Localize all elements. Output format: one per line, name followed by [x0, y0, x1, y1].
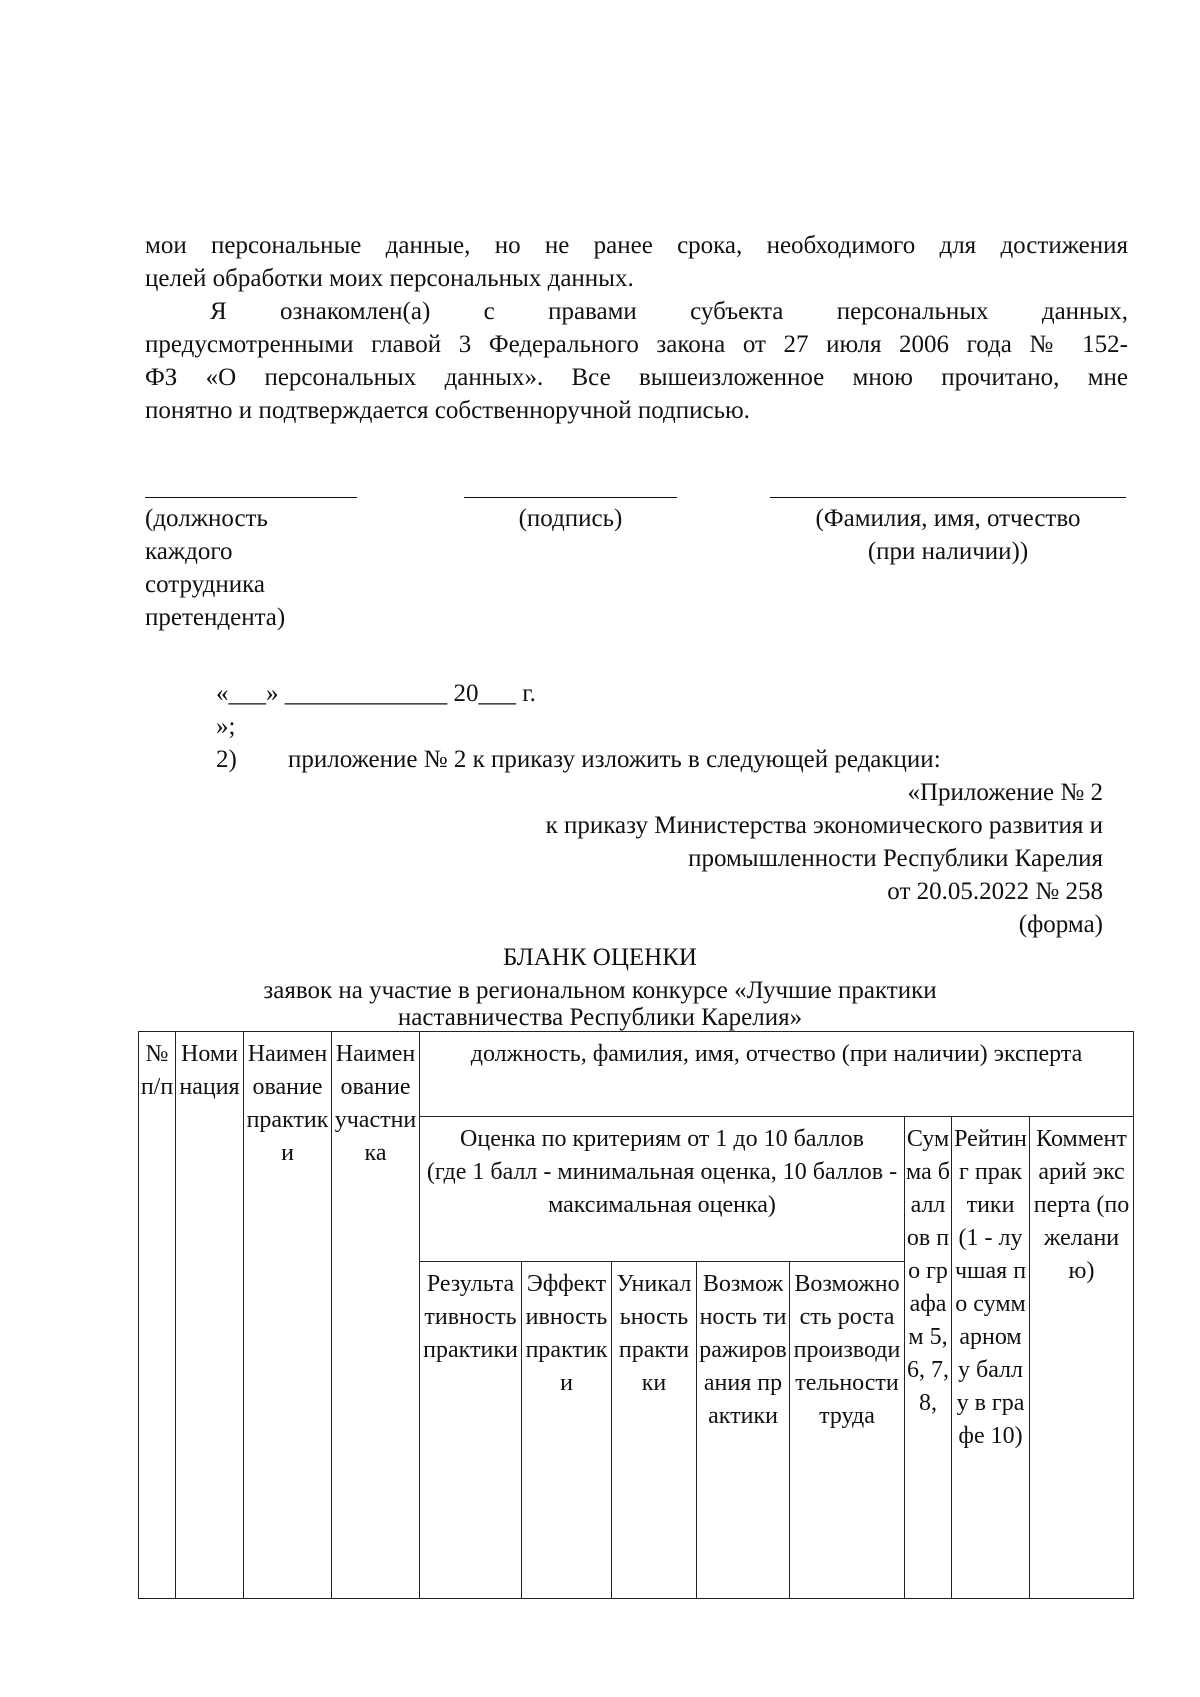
item-text: приложение № 2 к приказу изложить в следующей редакции: — [288, 746, 941, 773]
col-sum-header: Сумма баллов по графам 5, 6, 7, 8, — [905, 1117, 952, 1599]
date-line: «___» _____________ 20___ г. — [216, 680, 536, 707]
criterion-1-header: Результативность практики — [420, 1262, 522, 1599]
criterion-5-header: Возможность роста производительности труда — [790, 1262, 905, 1599]
paragraph-line: мои персональные данные, но не ранее срока, необходимого для достижения — [145, 232, 1128, 259]
position-label-line: претендента) — [145, 604, 286, 631]
paragraph-line: целей обработки моих персональных данных. — [145, 265, 634, 292]
signature-label: (подпись) — [518, 505, 623, 532]
name-label-line: (Фамилия, имя, отчество — [815, 505, 1081, 532]
table-row — [139, 1032, 1134, 1117]
criteria-header — [420, 1117, 905, 1262]
col-comment-header: Комментарий эксперта (по желанию) — [1030, 1117, 1134, 1599]
col-participant-name-header: Наименование участника — [332, 1032, 420, 1599]
quote-end: »; — [216, 713, 236, 740]
expert-header: должность, фамилия, имя, отчество (при наличии) эксперта — [420, 1032, 1134, 1117]
position-label-line: (должность — [145, 505, 268, 532]
appendix-line: к приказу Министерства экономического развития и — [545, 812, 1103, 839]
appendix-line: от 20.05.2022 № 258 — [887, 878, 1103, 905]
signature-line — [464, 497, 677, 498]
name-label — [770, 502, 1126, 568]
col-num-header: № п/п — [139, 1032, 176, 1599]
appendix-line: промышленности Республики Карелия — [688, 845, 1103, 872]
evaluation-table — [138, 1031, 1134, 1599]
paragraph-line: предусмотренными главой 3 Федерального закона от 27 июля 2006 года № 152- — [145, 331, 1128, 358]
criterion-2-header: Эффективность практики — [522, 1262, 612, 1599]
paragraph-line: Я ознакомлен(а) с правами субъекта персональных данных, — [210, 298, 1128, 325]
form-subtitle-line: заявок на участие в региональном конкурсе «Лучшие практики — [263, 977, 937, 1004]
criteria-header-line: Оценка по критериям от 1 до 10 баллов — [460, 1126, 864, 1152]
position-signature-line — [145, 497, 357, 498]
form-subtitle-line: наставничества Республики Карелия» — [397, 1004, 803, 1031]
form-title: БЛАНК ОЦЕНКИ — [503, 944, 697, 971]
name-signature-line — [770, 497, 1126, 498]
position-label-line: сотрудника — [145, 571, 265, 598]
criterion-4-header: Возможность тиражирования практики — [697, 1262, 790, 1599]
paragraph-line: ФЗ «О персональных данных». Все вышеизложенное мною прочитано, мне — [145, 364, 1128, 391]
position-label-line: каждого — [145, 538, 233, 565]
appendix-header — [546, 776, 1103, 941]
name-label-line: (при наличии)) — [867, 538, 1029, 565]
criterion-3-header: Уникальность практики — [612, 1262, 697, 1599]
consent-paragraph — [145, 229, 1128, 427]
appendix-line: (форма) — [1018, 911, 1103, 938]
col-practice-name-header: Наименование практики — [244, 1032, 332, 1599]
appendix-line: «Приложение № 2 — [907, 779, 1103, 806]
position-label — [145, 502, 375, 634]
col-nomination-header: Номинация — [176, 1032, 244, 1599]
item-number: 2) — [216, 746, 237, 773]
criteria-header-line: (где 1 балл - минимальная оценка, 10 баллов - максимальная оценка) — [426, 1159, 898, 1218]
col-rating-header: Рейтинг практики (1 - лучшая по суммарному баллу в графе 10) — [952, 1117, 1030, 1599]
paragraph-line: понятно и подтверждается собственноручной подписью. — [145, 397, 750, 424]
